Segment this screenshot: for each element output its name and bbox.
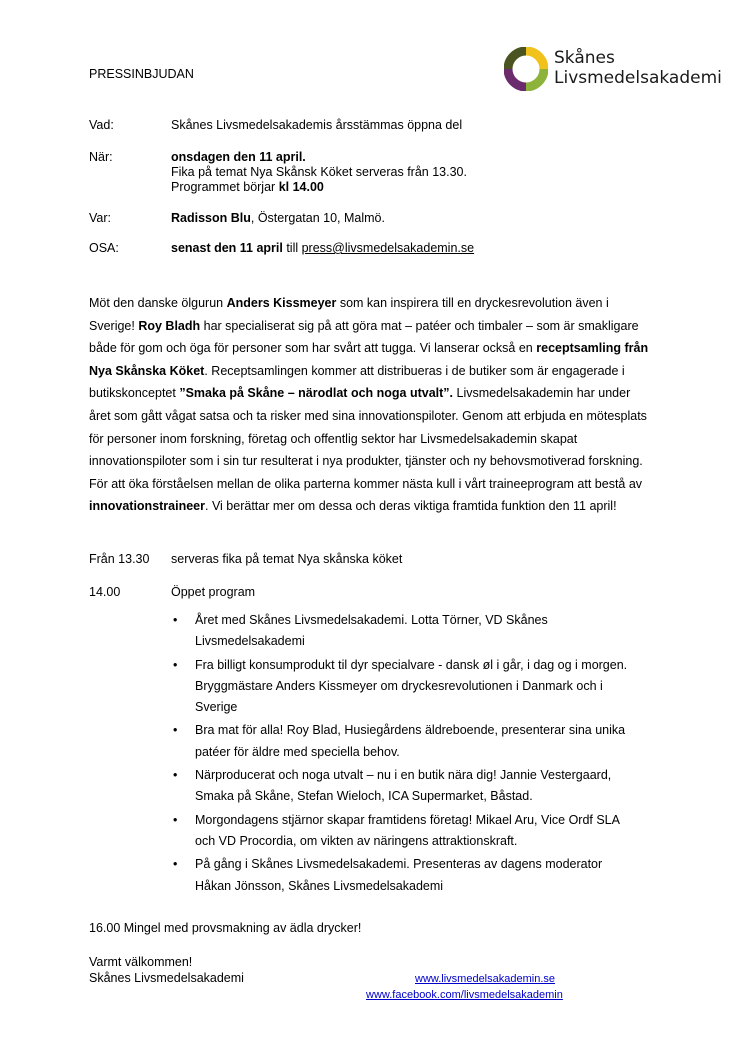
- osa-label: OSA:: [89, 241, 119, 255]
- list-item: • Fra billigt konsumprodukt til dyr specialvare - dansk øl i går, i dag og i morgen. Bryggmästare Anders Kissmeyer om dryckesrevolutionen i Danmark och i Sverige: [171, 655, 641, 719]
- nar-program-time: kl 14.00: [278, 180, 324, 194]
- body-text: som kan inspirera till en dryckesrevolution även i Sverige!: [89, 296, 609, 333]
- list-item: • Bra mat för alla! Roy Blad, Husiegårdens äldreboende, presenterar sina unika patéer för äldre med speciella behov.: [171, 720, 641, 763]
- website-link[interactable]: www.livsmedelsakademin.se: [415, 973, 555, 985]
- mingel-text: 16.00 Mingel med provsmakning av ädla drycker!: [89, 921, 362, 935]
- vad-label: Vad:: [89, 118, 114, 132]
- welcome-text: Varmt välkommen!: [89, 955, 193, 969]
- logo-line2: Livsmedelsakademi: [554, 68, 722, 88]
- body-text: Möt den danske ölgurun: [89, 296, 227, 310]
- list-item: • Morgondagens stjärnor skapar framtidens företag! Mikael Aru, Vice Ordf SLA och VD Procordia, om vikten av näringens attraktionskraft.: [171, 810, 641, 853]
- body-bold: innovationstraineer: [89, 499, 205, 514]
- osa-to: till: [282, 241, 302, 255]
- body-bold: receptsamling från Nya Skånska Köket: [89, 341, 649, 378]
- var-label: Var:: [89, 211, 111, 225]
- body-text: har specialiserat sig på att göra mat – patéer och timbaler – som är smakligare både för gom och öga för personer som har svårt att tugga. Vi lanserar också en: [89, 318, 639, 356]
- osa-value: [171, 241, 474, 256]
- program-text: Öppet program: [171, 585, 256, 599]
- body-bold: ”Smaka på Skåne – närodlat och noga utvalt”.: [179, 386, 454, 401]
- page-title: PRESSINBJUDAN: [89, 67, 194, 81]
- nar-program-prefix: Programmet börjar: [171, 180, 279, 194]
- program-time: 14.00: [89, 585, 121, 599]
- osa-deadline: senast den 11 april: [171, 241, 283, 255]
- nar-value: [171, 150, 467, 195]
- logo: [504, 45, 722, 93]
- var-address: , Östergatan 10, Malmö.: [250, 211, 385, 225]
- list-item: • På gång i Skånes Livsmedelsakademi. Presenteras av dagens moderator Håkan Jönsson, Skånes Livsmedelsakademi: [171, 854, 641, 897]
- logo-text: [554, 48, 722, 88]
- list-item: • Närproducerat och noga utvalt – nu i en butik nära dig! Jannie Vestergaard, Smaka på Skåne, Stefan Wieloch, ICA Supermarket, Båstad.: [171, 765, 641, 808]
- body-text: . Vi berättar mer om dessa och deras viktiga framtida funktion den 11 april!: [205, 499, 617, 514]
- program-list: [171, 610, 641, 899]
- nar-date: onsdagen den 11 april.: [171, 150, 306, 164]
- body-paragraph: [89, 292, 649, 518]
- osa-email-link[interactable]: press@livsmedelsakademin.se: [301, 241, 475, 255]
- logo-ring-icon: [504, 47, 548, 91]
- body-text: . Receptsamlingen kommer att distribueras i de butiker som är engagerade i butikskonceptet: [89, 363, 625, 401]
- logo-line1: Skånes: [554, 48, 615, 68]
- body-bold: Roy Bladh: [138, 318, 201, 333]
- list-item: • Året med Skånes Livsmedelsakademi. Lotta Törner, VD Skånes Livsmedelsakademi: [171, 610, 641, 653]
- nar-label: När:: [89, 150, 113, 164]
- facebook-link[interactable]: www.facebook.com/livsmedelsakademin: [366, 989, 563, 1001]
- fika-time: Från 13.30: [89, 552, 150, 566]
- var-place: Radisson Blu: [171, 211, 251, 225]
- body-bold: Anders Kissmeyer: [226, 296, 337, 310]
- footer-org: Skånes Livsmedelsakademi: [89, 971, 244, 985]
- body-text: Livsmedelsakademin har under året som gått vågat satsa och ta risker med sina innovationspiloter. Genom att erbjuda en mötesplats för personer inom forskning, företag och offentlig sektor har Livsmedelsakademin skapat innovationspiloter som i sin tur resulterat i nya produkter, tjänster och ny behovsmotiverad forskning. För att öka förståelsen mellan de olika parterna kommer nästa kull i vårt traineeprogram att bestå av: [89, 386, 647, 491]
- fika-text: serveras fika på temat Nya skånska köket: [171, 552, 403, 566]
- nar-fika: Fika på temat Nya Skånsk Köket serveras från 13.30.: [171, 165, 467, 179]
- var-value: [171, 211, 385, 226]
- vad-value: Skånes Livsmedelsakademis årsstämmas öppna del: [171, 118, 463, 132]
